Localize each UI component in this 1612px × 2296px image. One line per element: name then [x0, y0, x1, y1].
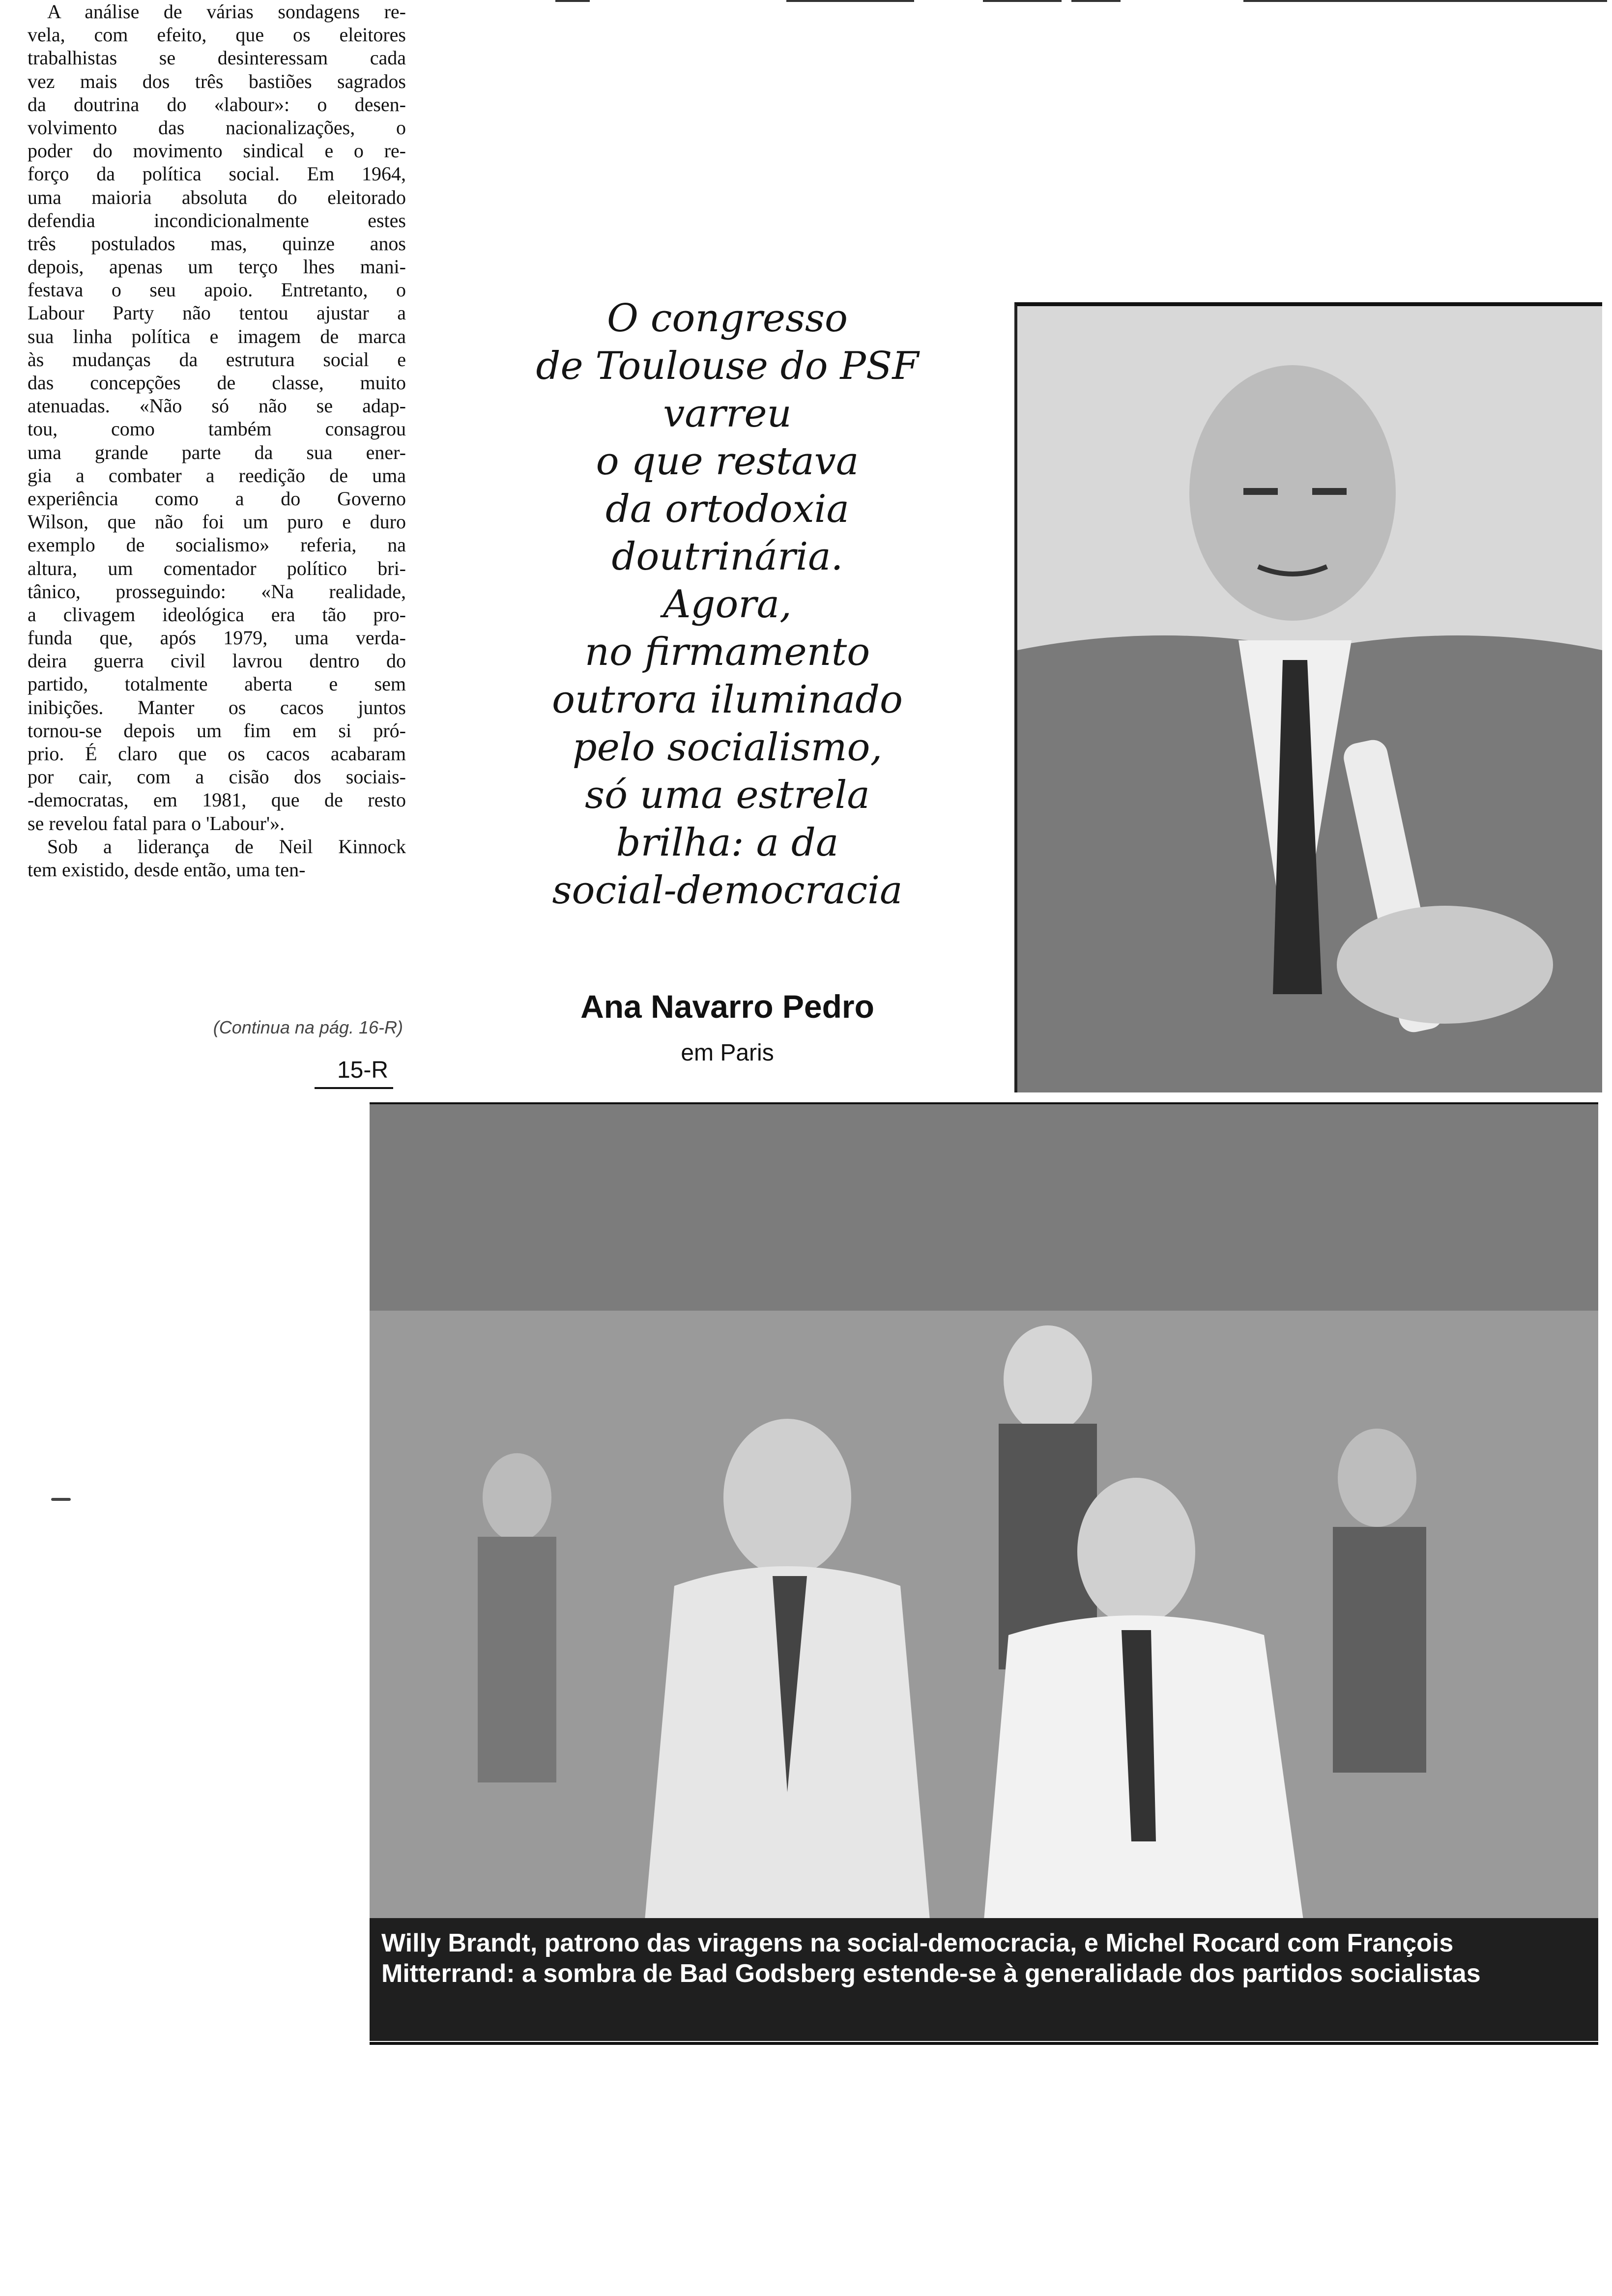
pull-quote-line: brilha: a da [616, 821, 839, 865]
article-line: exemplo de socialismo» referia, na [28, 534, 406, 556]
article-line: partido, totalmente aberta e sem [28, 673, 406, 695]
page-number-rule [315, 1087, 393, 1089]
pull-quote-line: pelo socialismo, [572, 725, 883, 770]
pull-quote-line: no firmamento [584, 630, 870, 674]
article-line: inibições. Manter os cacos juntos [28, 696, 406, 718]
article-line: poder do movimento sindical e o re- [28, 140, 406, 162]
group-photo [370, 1102, 1598, 1920]
article-line: da doutrina do «labour»: o desen- [28, 93, 406, 115]
top-rules [491, 0, 1612, 4]
article-line: sua linha política e imagem de marca [28, 325, 406, 347]
article-line: Wilson, que não foi um puro e duro [28, 511, 406, 533]
article-line: às mudanças da estrutura social e [28, 348, 406, 371]
article-line: altura, um comentador político bri- [28, 557, 406, 579]
article-line: das concepções de classe, muito [28, 372, 406, 394]
pull-quote-line: social-democracia [552, 868, 903, 913]
photo-caption [370, 1918, 1598, 2041]
byline-location: em Paris [681, 1040, 774, 1066]
pull-quote-line: o que restava [596, 439, 859, 484]
article-line: experiência como a do Governo [28, 487, 406, 510]
article-column [28, 0, 406, 881]
pull-quote-line: só uma estrela [585, 773, 870, 817]
stray-mark [51, 1498, 71, 1501]
article-line: Labour Party não tentou ajustar a [28, 302, 406, 324]
article-line: três postulados mas, quinze anos [28, 232, 406, 255]
article-line: tornou-se depois um fim em si pró- [28, 719, 406, 742]
caption-rule [370, 2042, 1598, 2045]
article-line: funda que, após 1979, uma verda- [28, 627, 406, 649]
article-line: uma grande parte da sua ener- [28, 441, 406, 463]
article-line: volvimento das nacionalizações, o [28, 116, 406, 139]
article-line: vez mais dos três bastiões sagrados [28, 70, 406, 92]
caption-line: Willy Brandt, patrono das viragens na social-democracia, e Michel Rocard com François [381, 1929, 1454, 1957]
article-line: tânico, prosseguindo: «Na realidade, [28, 580, 406, 603]
article-line: uma maioria absoluta do eleitorado [28, 186, 406, 208]
article-line: trabalhistas se desinteressam cada [28, 47, 406, 69]
pull-quote-line: outrora iluminado [551, 678, 903, 722]
byline-author: Ana Navarro Pedro [580, 988, 874, 1025]
pull-quote-line: doutrinária. [611, 535, 843, 579]
pull-quote-line: varreu [663, 392, 792, 436]
article-line: deira guerra civil lavrou dentro do [28, 650, 406, 672]
page-number: 15-R [337, 1057, 388, 1083]
pull-quote-line: O congresso [606, 296, 848, 341]
article-line: -democratas, em 1981, que de resto [28, 789, 406, 811]
article-line: se revelou fatal para o 'Labour'». [28, 812, 285, 834]
article-line: A análise de várias sondagens re- [47, 0, 406, 23]
pull-quote-line: de Toulouse do PSF [536, 344, 919, 388]
continuation-note: (Continua na pág. 16-R) [213, 1017, 403, 1037]
caption-line: Mitterrand: a sombra de Bad Godsberg estende-se à generalidade dos partidos socialistas [381, 1959, 1481, 1988]
pull-quote [432, 295, 1022, 915]
article-line: defendia incondicionalmente estes [28, 209, 406, 231]
article-line: a clivagem ideológica era tão pro- [28, 603, 406, 626]
article-line: festava o seu apoio. Entretanto, o [28, 279, 406, 301]
article-line: forço da política social. Em 1964, [28, 163, 406, 185]
article-line: tou, como também consagrou [28, 418, 406, 440]
article-line: vela, com efeito, que os eleitores [28, 24, 406, 46]
article-line: depois, apenas um terço lhes mani- [28, 256, 406, 278]
article-line: tem existido, desde então, uma ten- [28, 858, 306, 881]
article-line: Sob a liderança de Neil Kinnock [47, 835, 406, 858]
article-line: gia a combater a reedição de uma [28, 464, 406, 487]
article-line: atenuadas. «Não só não se adap- [28, 395, 406, 417]
pull-quote-line: Agora, [663, 582, 792, 627]
article-line: por cair, com a cisão dos sociais- [28, 766, 406, 788]
article-line: prio. É claro que os cacos acabaram [28, 743, 406, 765]
pull-quote-line: da ortodoxia [605, 487, 850, 531]
portrait-photo [1014, 302, 1602, 1092]
